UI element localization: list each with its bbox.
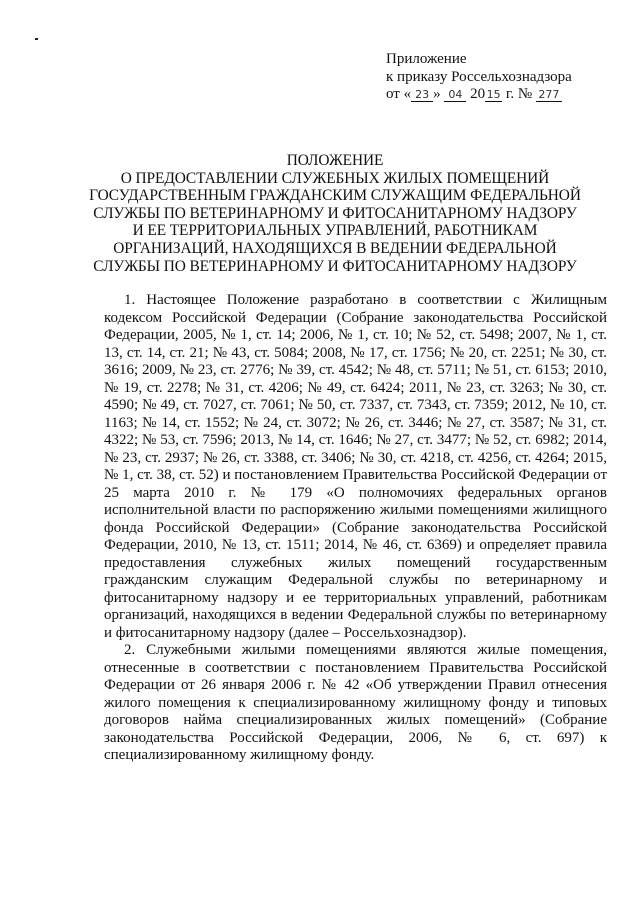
handwritten-number: 277 (536, 88, 562, 102)
title-line: О ПРЕДОСТАВЛЕНИИ СЛУЖЕБНЫХ ЖИЛЫХ ПОМЕЩЕНИЙ (120, 169, 550, 187)
title-line: СЛУЖБЫ ПО ВЕТЕРИНАРНОМУ И ФИТОСАНИТАРНОМУ НАДЗОРУ (93, 257, 577, 275)
handwritten-month: 04 (444, 88, 466, 102)
title-line: ГОСУДАРСТВЕННЫМ ГРАЖДАНСКИМ СЛУЖАЩИМ ФЕДЕРАЛЬНОЙ (89, 187, 581, 205)
document-title (60, 152, 610, 275)
handwritten-day: 23 (411, 88, 433, 102)
title-line: ОРГАНИЗАЦИЙ, НАХОДЯЩИХСЯ В ВЕДЕНИИ ФЕДЕРАЛЬНОЙ (113, 239, 557, 257)
title-line: СЛУЖБЫ ПО ВЕТЕРИНАРНОМУ И ФИТОСАНИТАРНОМУ НАДЗОРУ (93, 204, 577, 222)
year-prefix: 20 (470, 86, 486, 102)
date-quote-close: » (433, 86, 441, 102)
annex-header (386, 51, 626, 104)
title-line: И ЕЕ ТЕРРИТОРИАЛЬНЫХ УПРАВЛЕНИЙ, РАБОТНИКАМ (132, 222, 538, 240)
number-prefix: г. № (505, 86, 533, 102)
paragraph-2: 2. Служебными жилыми помещениями являются жилые помещения, отнесенные в соответствии с постановлением Правительства Российской Федерации от 26 января 2006 г. № 42 «Об утверждении Правил отнесения жилого помещения к специализированному жилищному фонду и типовых договоров найма специализированных жилых помещений» (Собрание законодательства Российской Федерации, 2006, № 6, ст. 697) к специализированному жилищному фонду. (104, 642, 607, 763)
annex-date-line (386, 86, 626, 104)
annex-order-ref: к приказу Россельхознадзора (386, 68, 572, 85)
paragraph-1: 1. Настоящее Положение разработано в соответствии с Жилищным кодексом Российской Федерации (Собрание законодательства Российской Федерации, 2005, № 1, ст. 14; 2006, № 1, ст. 10; № 52, ст. 5498; 2007, № 1, ст. 13, ст. 14, ст. 21; № 43, ст. 5084; 2008, № 17, ст. 1756; № 20, ст. 2251; № 30, ст. 3616; 2009, № 23, ст. 2776; № 39, ст. 4542; № 48, ст. 5711; № 51, ст. 6153; 2010, № 19, ст. 2278; № 31, ст. 4206; № 49, ст. 6424; 2011, № 23, ст. 3263; № 30, ст. 4590; № 49, ст. 7027, ст. 7061; № 50, ст. 7337, ст. 7343, ст. 7359; 2012, № 10, ст. 1163; № 14, ст. 1552; № 24, ст. 3072; № 26, ст. 3446; № 27, ст. 3587; № 31, ст. 4322; № 53, ст. 7596; 2013, № 14, ст. 1646; № 27, ст. 3477; № 52, ст. 6982; 2014, № 23, ст. 2937; № 26, ст. 3388, ст. 3406; № 30, ст. 4218, ст. 4256, ст. 4264; 2015, № 1, ст. 38, ст. 52) и постановлением Правительства Российской Федерации от 25 марта 2010 г. № 179 «О полномочиях федеральных органов исполнительной власти по распоряжению жилыми помещениями жилищного фонда Российской Федерации» (Собрание законодательства Российской Федерации, 2010, № 13, ст. 1511; 2014, № 46, ст. 6369) и определяет правила предоставления служебных жилых помещений государственным гражданским служащим Федеральной службы по ветеринарному и фитосанитарному надзору и ее территориальных управлений, работникам организаций, находящихся в ведении Федеральной службы по ветеринарному и фитосанитарному надзору (далее – Россельхознадзор). (104, 292, 607, 641)
handwritten-year: 15 (486, 88, 501, 101)
scan-dot (35, 38, 38, 40)
document-body (104, 292, 607, 765)
date-prefix: от « (386, 86, 412, 102)
annex-label: Приложение (386, 51, 467, 67)
title-line: ПОЛОЖЕНИЕ (286, 152, 384, 169)
